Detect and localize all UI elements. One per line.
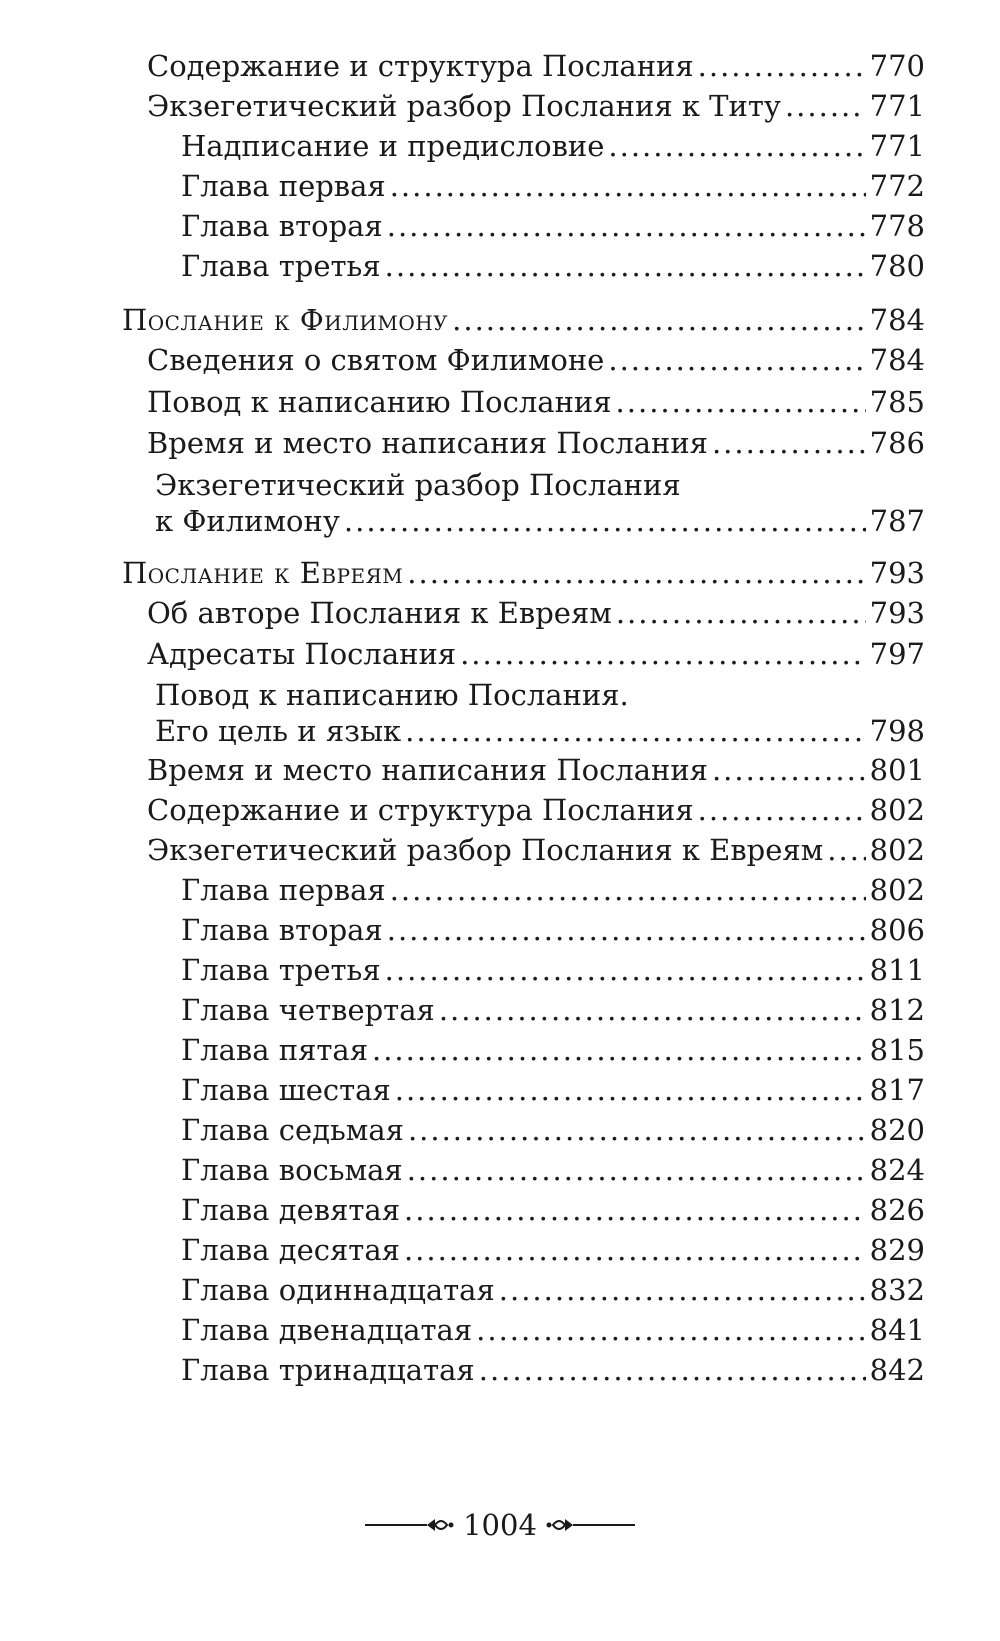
dot-leader [404, 1232, 866, 1268]
toc-entry-page: 785 [869, 385, 925, 419]
toc-entry-title: Об авторе Послания к Евреям [147, 596, 612, 630]
dot-leader [387, 912, 866, 948]
toc-entry[interactable] [147, 342, 925, 378]
toc-chapter-entry[interactable] [181, 1072, 925, 1108]
dot-leader [827, 832, 865, 868]
toc-entry-page: 771 [869, 129, 925, 163]
toc-entry[interactable] [181, 128, 925, 164]
dot-leader [712, 752, 866, 788]
toc-chapter-entry[interactable] [181, 872, 925, 908]
dot-leader [395, 1072, 866, 1108]
dot-leader [499, 1272, 866, 1308]
toc-chapter-entry[interactable] [181, 1152, 925, 1188]
toc-entry-title: Глава пятая [181, 1033, 368, 1067]
toc-entry-title: Глава двенадцатая [181, 1313, 473, 1347]
toc-entry-title: Глава четвертая [181, 993, 435, 1027]
toc-chapter-entry[interactable] [181, 1192, 925, 1228]
toc-entry-page: 787 [869, 504, 925, 538]
dot-leader [385, 952, 866, 988]
toc-entry[interactable] [147, 832, 925, 868]
toc-entry-page: 842 [869, 1353, 925, 1387]
dot-leader [608, 128, 865, 164]
toc-entry-page: 802 [869, 833, 925, 867]
toc-section-heading[interactable] [122, 302, 925, 338]
toc-entry-title: Содержание и структура Послания [147, 49, 694, 83]
toc-entry[interactable] [147, 384, 925, 420]
toc-entry[interactable] [147, 752, 925, 788]
ornament-left-icon [365, 1515, 455, 1535]
toc-entry-title: Надписание и предисловие [181, 129, 605, 163]
dot-leader [698, 48, 866, 84]
toc-chapter-entry[interactable] [181, 992, 925, 1028]
toc-entry-title: Глава вторая [181, 913, 383, 947]
toc-entry-page: 815 [869, 1033, 925, 1067]
toc-entry-page: 793 [869, 556, 925, 590]
toc-entry-page: 811 [869, 953, 925, 987]
toc-entry[interactable] [147, 88, 925, 124]
toc-entry-title: Глава третья [181, 249, 381, 283]
dot-leader [712, 425, 866, 461]
toc-entry-page: 801 [869, 753, 925, 787]
toc-entry-title: Глава одиннадцатая [181, 1273, 495, 1307]
toc-entry-page: 817 [869, 1073, 925, 1107]
dot-leader [439, 992, 866, 1028]
toc-entry-title: Глава тринадцатая [181, 1353, 475, 1387]
toc-entry-page: 771 [869, 89, 925, 123]
toc-entry[interactable] [147, 595, 925, 631]
toc-entry-title: Адресаты Послания [147, 637, 457, 671]
toc-entry-page: 798 [869, 714, 925, 748]
dot-leader [385, 248, 866, 284]
dot-leader [344, 503, 866, 539]
toc-entry[interactable] [181, 248, 925, 284]
toc-entry-title: Содержание и структура Послания [147, 793, 694, 827]
toc-entry[interactable] [147, 792, 925, 828]
dot-leader [390, 168, 866, 204]
toc-entry-page: 829 [869, 1233, 925, 1267]
toc-chapter-entry[interactable] [181, 1032, 925, 1068]
toc-entry-title-line1: Экзегетический разбор Послания [155, 468, 681, 502]
toc-chapter-entry[interactable] [181, 912, 925, 948]
toc-entry-title: Глава первая [181, 169, 386, 203]
toc-entry-title: Глава третья [181, 953, 381, 987]
dot-leader [404, 1192, 866, 1228]
toc-entry-title: Сведения о святом Филимоне [147, 343, 605, 377]
toc-entry-title: Глава вторая [181, 209, 383, 243]
dot-leader [616, 384, 866, 420]
toc-entry-title-line1: Повод к написанию Послания. [155, 678, 629, 712]
dot-leader [460, 636, 866, 672]
dot-leader [698, 792, 866, 828]
toc-entry-title: Глава первая [181, 873, 386, 907]
dot-leader [405, 713, 865, 749]
page-footer [0, 1505, 1000, 1545]
dot-leader [452, 302, 866, 338]
dot-leader [785, 88, 866, 124]
dot-leader [408, 1112, 866, 1148]
toc-entry[interactable] [155, 467, 925, 539]
toc-entry-page: 802 [869, 873, 925, 907]
dot-leader [387, 208, 866, 244]
toc-section-title: Послание к Филимону [122, 303, 449, 337]
toc-entry[interactable] [147, 636, 925, 672]
dot-leader [479, 1352, 866, 1388]
toc-entry-page: 820 [869, 1113, 925, 1147]
toc-entry-page: 802 [869, 793, 925, 827]
toc-entry[interactable] [147, 48, 925, 84]
dot-leader [407, 1152, 866, 1188]
toc-chapter-entry[interactable] [181, 1112, 925, 1148]
toc-entry-page: 778 [869, 209, 925, 243]
toc-section-title: Послание к Евреям [122, 556, 404, 590]
toc-entry-page: 824 [869, 1153, 925, 1187]
toc-entry-page: 832 [869, 1273, 925, 1307]
toc-entry-page: 826 [869, 1193, 925, 1227]
toc-entry-page: 812 [869, 993, 925, 1027]
toc-entry-title: Повод к написанию Послания [147, 385, 612, 419]
toc-entry-page: 770 [869, 49, 925, 83]
toc-entry-page: 784 [869, 303, 925, 337]
toc-entry[interactable] [147, 425, 925, 461]
ornament-right-icon [545, 1515, 635, 1535]
toc-entry[interactable] [155, 677, 925, 749]
toc-entry-title: Экзегетический разбор Послания к Евреям [147, 833, 824, 867]
page-number: 1004 [463, 1508, 537, 1542]
toc-section-heading[interactable] [122, 555, 925, 591]
toc-entry-title: Глава шестая [181, 1073, 391, 1107]
toc-entry[interactable] [181, 208, 925, 244]
toc-entry[interactable] [181, 168, 925, 204]
toc-entry-page: 806 [869, 913, 925, 947]
toc-entry-page: 786 [869, 426, 925, 460]
dot-leader [372, 1032, 866, 1068]
toc-entry-title: Глава десятая [181, 1233, 400, 1267]
toc-chapter-entry[interactable] [181, 1352, 925, 1388]
toc-entry-page: 793 [869, 596, 925, 630]
dot-leader [608, 342, 865, 378]
dot-leader [390, 872, 866, 908]
toc-entry-title-line2: к Филимону [155, 504, 340, 538]
toc-entry-page: 784 [869, 343, 925, 377]
toc-entry-title-line2: Его цель и язык [155, 714, 402, 748]
toc-chapter-entry[interactable] [181, 952, 925, 988]
toc-entry-title: Время и место написания Послания [147, 753, 708, 787]
toc-entry-title: Экзегетический разбор Послания к Титу [147, 89, 781, 123]
toc-entry-page: 780 [869, 249, 925, 283]
toc-entry-page: 772 [869, 169, 925, 203]
toc-entry-title: Глава восьмая [181, 1153, 403, 1187]
toc-entry-title: Время и место написания Послания [147, 426, 708, 460]
dot-leader [407, 555, 865, 591]
dot-leader [616, 595, 866, 631]
toc-entry-page: 797 [869, 637, 925, 671]
toc-entry-page: 841 [869, 1313, 925, 1347]
toc-chapter-entry[interactable] [181, 1312, 925, 1348]
toc-entry-title: Глава девятая [181, 1193, 401, 1227]
toc-entry-title: Глава седьмая [181, 1113, 404, 1147]
dot-leader [476, 1312, 866, 1348]
toc-chapter-entry[interactable] [181, 1232, 925, 1268]
toc-chapter-entry[interactable] [181, 1272, 925, 1308]
